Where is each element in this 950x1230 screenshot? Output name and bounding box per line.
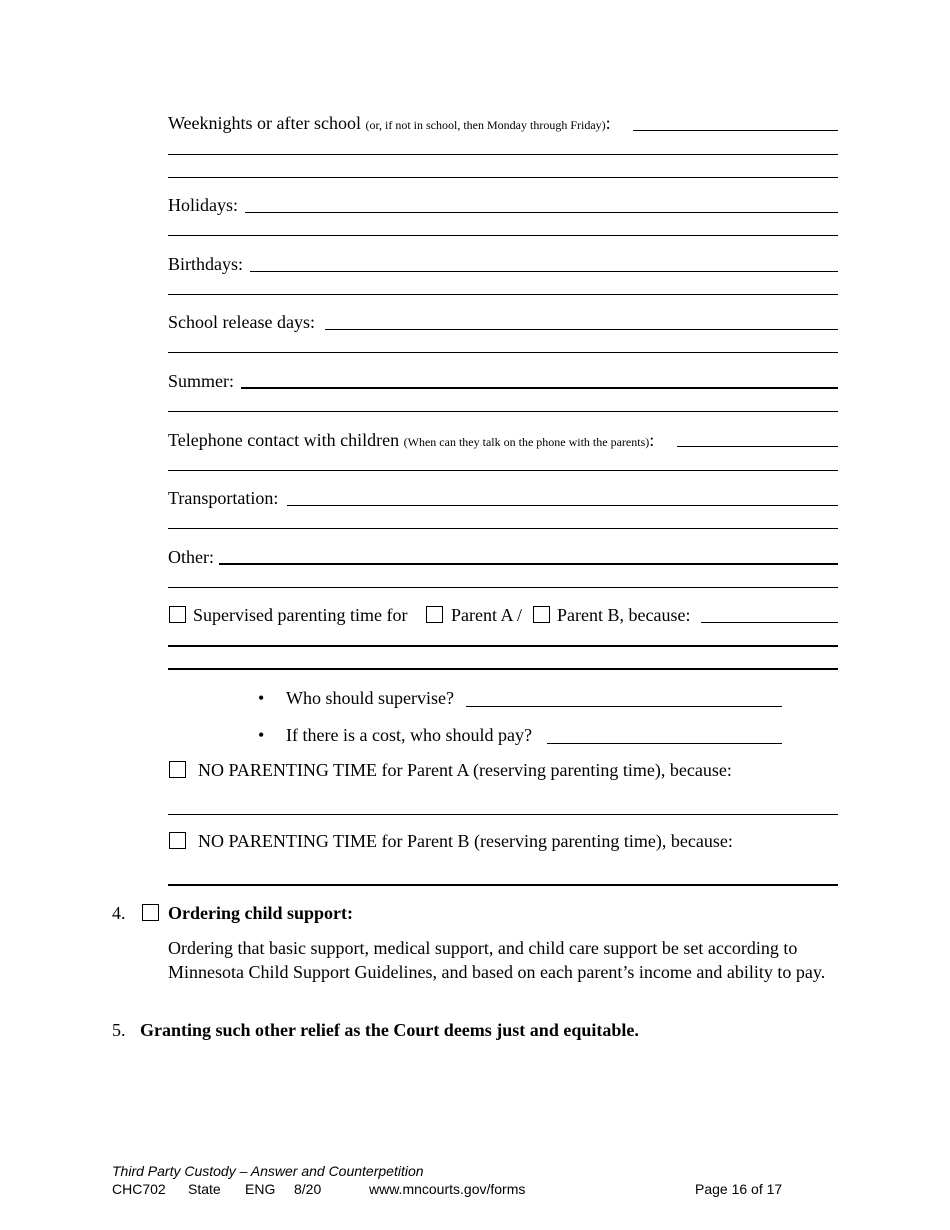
parent-b-label: Parent B, because: <box>557 605 691 625</box>
no-time-b-checkbox[interactable] <box>169 832 186 849</box>
footer-state: State <box>188 1181 221 1197</box>
no-time-a-checkbox[interactable] <box>169 761 186 778</box>
supervised-checkbox[interactable] <box>169 606 186 623</box>
transportation-label: Transportation: <box>168 488 279 508</box>
item4-body: Ordering that basic support, medical support, and child care support be set according to Minnesota Child Support Guidelines, and based on each parent’s income and ability to pay. <box>168 938 826 982</box>
item5-text: Granting such other relief as the Court deems just and equitable. <box>140 1020 639 1040</box>
weeknights-label: Weeknights or after school <box>168 113 361 133</box>
parent-a-label: Parent A / <box>451 605 522 625</box>
weeknights-line-3[interactable] <box>168 177 838 178</box>
other-label: Other: <box>168 547 214 567</box>
birthdays-input-line[interactable] <box>250 271 838 272</box>
item4-title: Ordering child support: <box>168 903 354 923</box>
birthdays-line-2[interactable] <box>168 294 838 295</box>
child-support-checkbox[interactable] <box>142 904 159 921</box>
other-line-2[interactable] <box>168 587 838 588</box>
bullet-supervise: • <box>258 688 265 708</box>
other-input-line[interactable] <box>219 563 838 565</box>
who-pay-input-line[interactable] <box>547 743 782 744</box>
summer-input-line[interactable] <box>241 387 838 389</box>
telephone-colon: : <box>649 430 655 450</box>
transportation-input-line[interactable] <box>287 505 838 506</box>
supervised-input-line[interactable] <box>701 622 838 623</box>
supervised-line-3[interactable] <box>168 668 838 670</box>
telephone-label: Telephone contact with children <box>168 430 400 450</box>
birthdays-label: Birthdays: <box>168 254 243 274</box>
parent-a-checkbox[interactable] <box>426 606 443 623</box>
footer-lang: ENG <box>245 1181 276 1197</box>
telephone-line-2[interactable] <box>168 470 838 471</box>
telephone-input-line[interactable] <box>677 446 838 447</box>
no-time-a-input-line[interactable] <box>168 814 838 815</box>
school-release-line-2[interactable] <box>168 352 838 353</box>
weeknights-row <box>168 112 611 136</box>
transportation-line-2[interactable] <box>168 528 838 529</box>
weeknights-note: (or, if not in school, then Monday through Friday) <box>365 118 606 132</box>
supervised-line-2[interactable] <box>168 645 838 647</box>
holidays-label: Holidays: <box>168 195 238 215</box>
who-pay-label: If there is a cost, who should pay? <box>286 725 532 745</box>
weeknights-input-line[interactable] <box>633 130 838 131</box>
footer-form-code: CHC702 <box>112 1181 166 1197</box>
who-supervise-input-line[interactable] <box>466 706 782 707</box>
item5-number: 5. <box>112 1020 126 1040</box>
summer-line-2[interactable] <box>168 411 838 412</box>
holidays-line-2[interactable] <box>168 235 838 236</box>
telephone-note: (When can they talk on the phone with the parents) <box>403 435 650 449</box>
no-time-b-input-line[interactable] <box>168 884 838 886</box>
school-release-input-line[interactable] <box>325 329 838 330</box>
who-supervise-label: Who should supervise? <box>286 688 454 708</box>
footer-date: 8/20 <box>294 1181 322 1197</box>
footer-page: Page 16 of 17 <box>695 1181 783 1197</box>
bullet-pay: • <box>258 725 265 745</box>
supervised-text: Supervised parenting time for <box>193 605 408 625</box>
footer-url[interactable]: www.mncourts.gov/forms <box>369 1181 526 1197</box>
telephone-row <box>168 429 654 453</box>
parent-b-checkbox[interactable] <box>533 606 550 623</box>
item4-number: 4. <box>112 903 126 923</box>
holidays-input-line[interactable] <box>245 212 838 213</box>
weeknights-line-2[interactable] <box>168 154 838 155</box>
no-time-b-label: NO PARENTING TIME for Parent B (reserving parenting time), because: <box>198 831 733 851</box>
weeknights-colon: : <box>605 113 611 133</box>
no-time-a-label: NO PARENTING TIME for Parent A (reserving parenting time), because: <box>198 760 732 780</box>
summer-label: Summer: <box>168 371 234 391</box>
school-release-label: School release days: <box>168 312 315 332</box>
footer-title: Third Party Custody – Answer and Counterpetition <box>112 1163 424 1179</box>
